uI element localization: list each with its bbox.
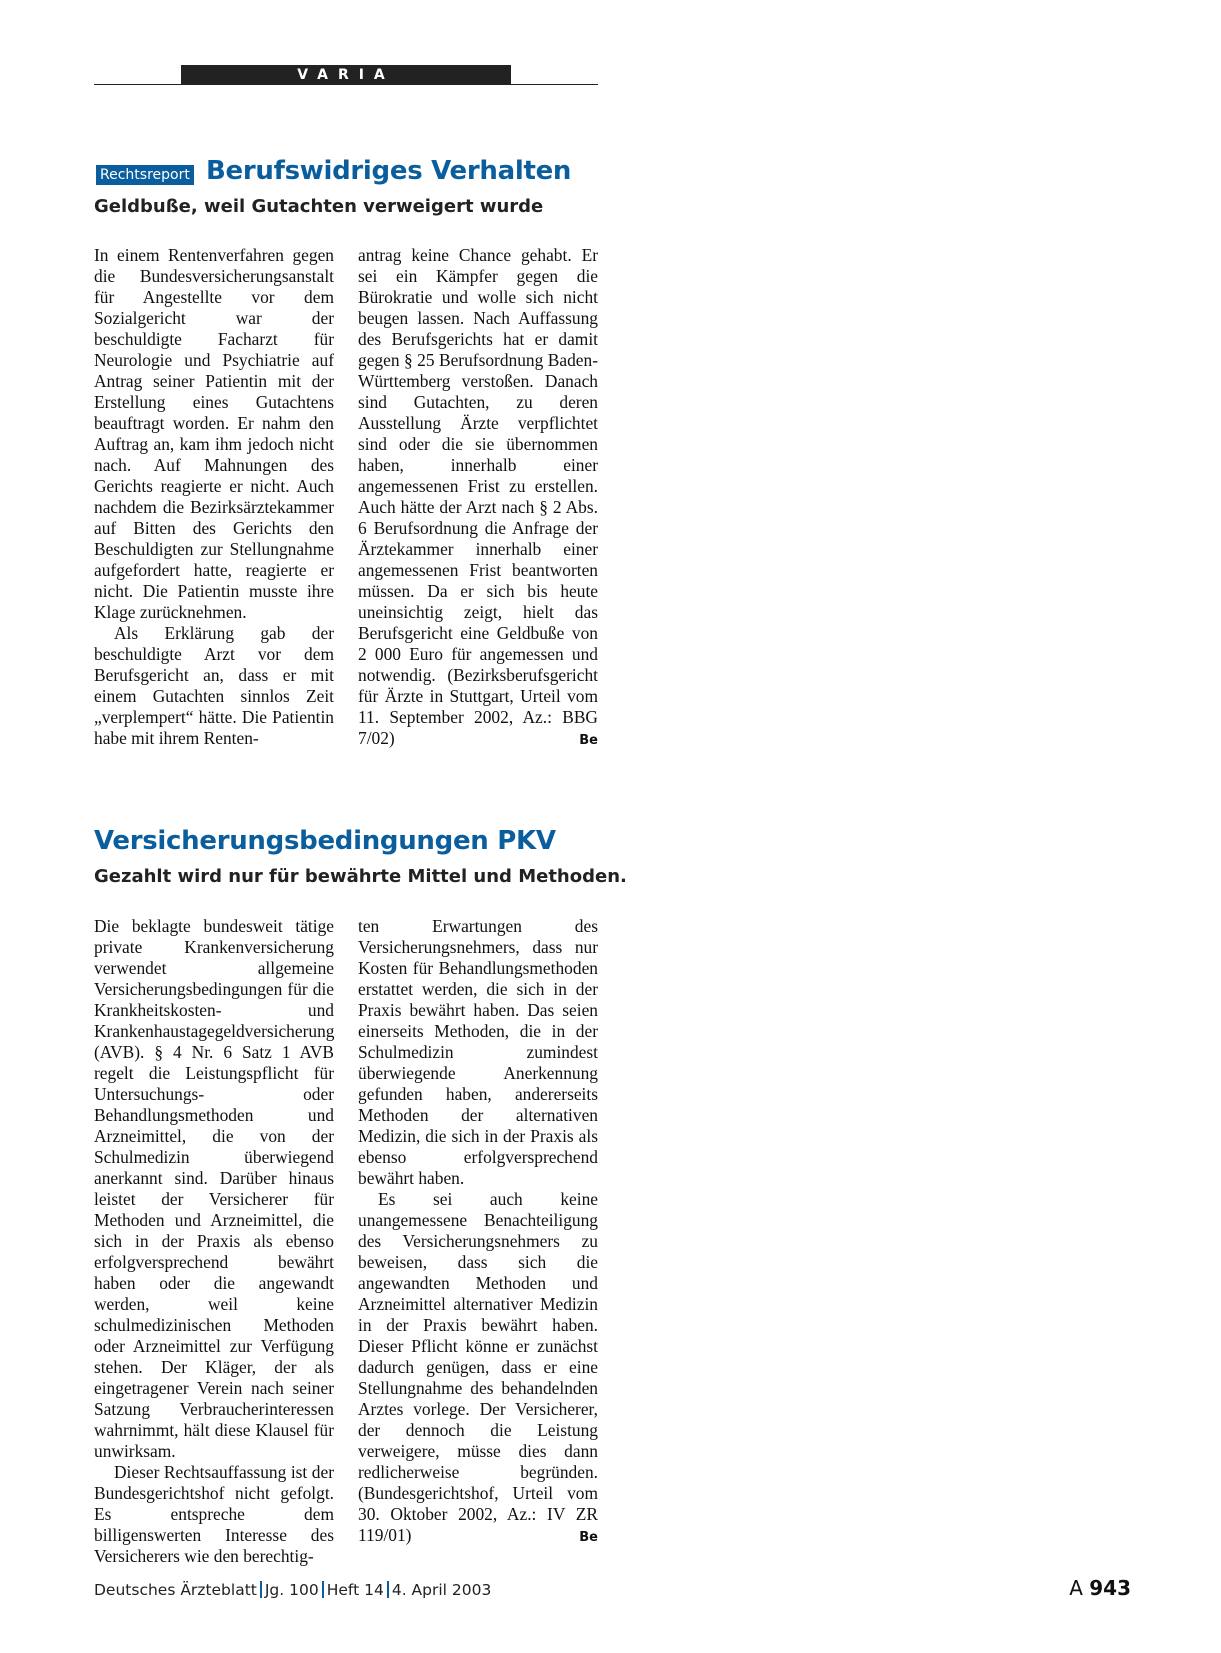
issue-date: 4. April 2003 [391,1581,492,1599]
paragraph: Die beklagte bundesweit tätige private Krankenversicherung verwendet allgemeine Versicherungsbedingungen für die Krankheitskosten- und Krankenhaustagegeldversicherung (AVB). § 4 Nr. 6 Satz 1 AVB regelt die Leistungspflicht für Untersuchungs- oder Behandlungsmethoden und Arzneimittel, die von der Schulmedizin überwiegend anerkannt sind. Darüber hinaus leistet der Versicherer für Methoden und Arzneimittel, die sich in der Praxis als ebenso erfolgversprechend bewährt haben oder die angewandt werden, weil keine schulmedizinischen Methoden oder Arzneimittel zur Verfügung stehen. Der Kläger, der als eingetragener Verein nach seiner Satzung Verbraucherinteressen wahrnimmt, hält diese Klausel für unwirksam. [94,916,335,1461]
page-number [1069,1576,1131,1600]
footer-separator [260,1581,262,1598]
section-label: VARIA [181,65,511,85]
article1-column-1 [94,245,334,749]
paragraph: ten Erwartungen des Versicherungsnehmers, dass nur Kosten für Behandlungsmethoden erstattet werden, die sich in der Praxis bewährt haben. Das seien einerseits Methoden, die in der Schulmedizin zumindest überwiegende Anerkennung gefunden haben, andererseits Methoden der alternativen Medizin, die sich in der Praxis als ebenso erfolgversprechend bewährt haben. [358,916,598,1188]
paragraph: Dieser Rechtsauffassung ist der Bundesgerichtshof nicht gefolgt. Es entspreche dem billigenswerten Interesse des Versicherers wie den berechtig- [94,1462,334,1566]
journal-issue: Heft 14 [326,1581,384,1599]
article-subtitle: Gezahlt wird nur für bewährte Mittel und Methoden. [94,866,627,887]
paragraph-text: Es sei auch keine unangemessene Benachteiligung des Versicherungsnehmers zu beweisen, dass sich die angewandten Methoden und Arzneimittel alternativer Medizin in der Praxis bewährt haben. Dieser Pflicht könne er zunächst dadurch genügen, dass er eine Stellungnahme des behandelnden Arztes vorlege. Der Versicherer, der dennoch die Leistung verweigere, müsse dies dann redlicherweise begründen. (Bundesgerichtshof, Urteil vom 30. Oktober 2002, Az.: IV ZR 119/01) [358,1189,598,1545]
article-title: Berufswidriges Verhalten [206,156,572,186]
article2-column-2 [358,916,598,1548]
paragraph: Als Erklärung gab der beschuldigte Arzt vor dem Berufsgericht an, dass er mit einem Gutachten sinnlos Zeit „verplempert“ hätte. Die Patientin habe mit ihrem Renten- [94,623,334,748]
paragraph-text: antrag keine Chance gehabt. Er sei ein Kämpfer gegen die Bürokratie und wolle sich nicht beugen lassen. Nach Auffassung des Berufsgerichts hat er damit gegen § 25 Berufsordnung Baden-Württemberg verstoßen. Danach sind Gutachten, zu deren Ausstellung Ärzte verpflichtet sind oder die sie übernommen haben, innerhalb einer angemessenen Frist zu erstellen. Auch hätte der Arzt nach § 2 Abs. 6 Berufsordnung die Anfrage der Ärztekammer innerhalb einer angemessenen Frist beantworten müssen. Da er sich bis heute uneinsichtig zeigt, hielt das Berufsgericht eine Geldbuße von 2 000 Euro für angemessen und notwendig. (Bezirksberufsgericht für Ärzte in Stuttgart, Urteil vom 11. September 2002, Az.: BBG 7/02) [358,245,598,748]
author-signature: Be [579,1530,598,1545]
rubric-tag: Rechtsreport [96,165,194,185]
author-signature: Be [579,733,598,748]
footer-separator [322,1581,324,1598]
article1-column-2 [358,245,598,751]
article2-column-1 [94,916,334,1567]
footer-separator [387,1581,389,1598]
paragraph: In einem Rentenverfahren gegen die Bundesversicherungsanstalt für Angestellte vor dem Sozialgericht war der beschuldigte Facharzt für Neurologie und Psychiatrie auf Antrag seiner Patientin mit der Erstellung eines Gutachtens beauftragt worden. Er nahm den Auftrag an, kam ihm jedoch nicht nach. Auf Mahnungen des Gerichts reagierte er nicht. Auch nachdem die Bezirksärztekammer auf Bitten des Gerichts den Beschuldigten zur Stellungnahme aufgefordert hatte, reagierte er nicht. Die Patientin musste ihre Klage zurücknehmen. [94,245,334,622]
journal-name: Deutsches Ärzteblatt [94,1581,257,1599]
page-number-value: 943 [1089,1576,1131,1600]
page-prefix: A [1069,1576,1083,1600]
paragraph [358,245,598,749]
page-footer [94,1581,491,1599]
article-subtitle: Geldbuße, weil Gutachten verweigert wurde [94,196,544,217]
journal-volume: Jg. 100 [264,1581,319,1599]
paragraph [358,1189,598,1546]
article-title: Versicherungsbedingungen PKV [94,826,556,856]
